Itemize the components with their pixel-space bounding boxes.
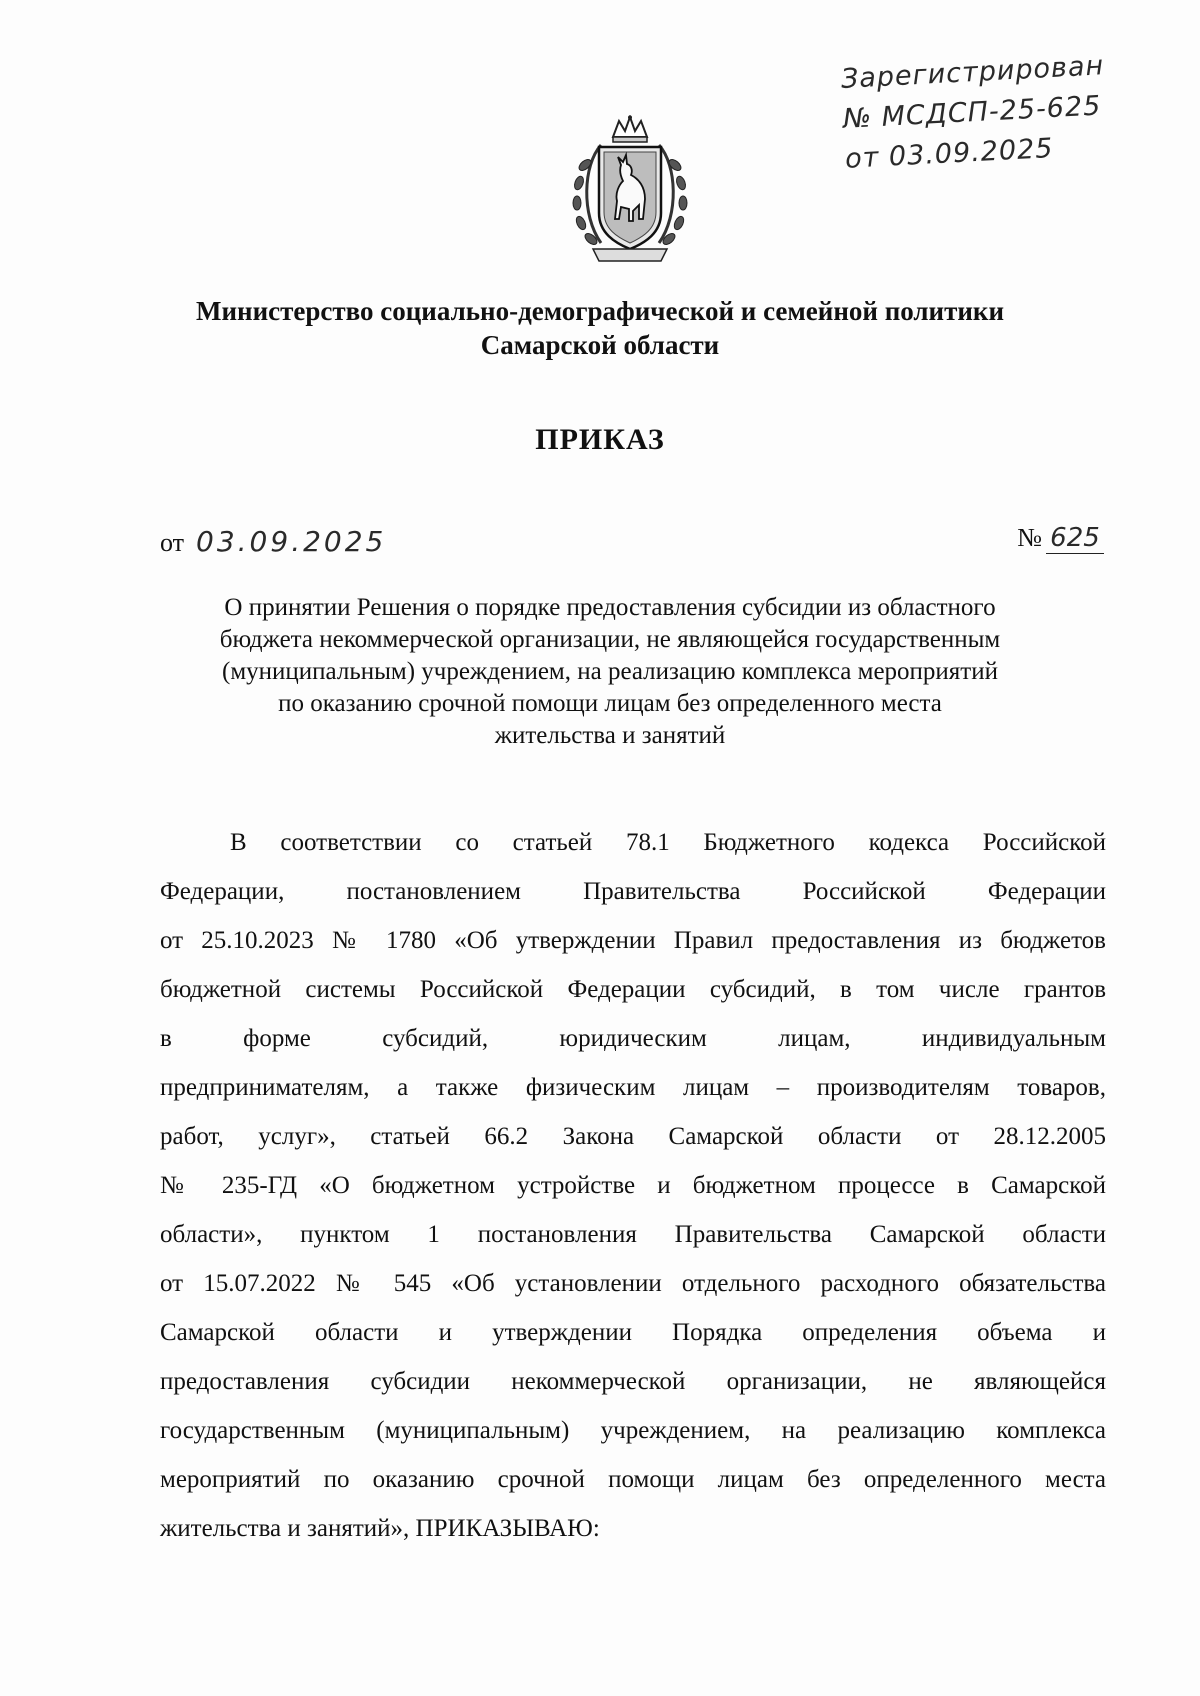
- subject-line: (муниципальным) учреждением, на реализацию комплекса мероприятий: [222, 658, 998, 685]
- order-date: [160, 525, 386, 558]
- body-line: от 15.07.2022 № 545 «Об установлении отдельного расходного обязательства: [160, 1270, 1106, 1297]
- body-line: бюджетной системы Российской Федерации субсидий, в том числе грантов: [160, 976, 1106, 1003]
- body-line: работ, услуг», статьей 66.2 Закона Самарской области от 28.12.2005: [160, 1123, 1106, 1150]
- registration-line: от 03.09.2025: [844, 132, 1055, 175]
- body-line: государственным (муниципальным) учреждением, на реализацию комплекса: [160, 1417, 1106, 1444]
- body-line: мероприятий по оказанию срочной помощи лицам без определенного места: [160, 1466, 1106, 1493]
- order-subject: [160, 592, 1060, 752]
- subject-line: О принятии Решения о порядке предоставления субсидии из областного: [224, 594, 996, 621]
- date-prefix: от: [160, 528, 185, 557]
- order-title: ПРИКАЗ: [535, 423, 665, 456]
- body-line: от 25.10.2023 № 1780 «Об утверждении Правил предоставления из бюджетов: [160, 927, 1106, 954]
- body-line: предоставления субсидии некоммерческой организации, не являющейся: [160, 1368, 1106, 1395]
- subject-line: бюджета некоммерческой организации, не являющейся государственным: [219, 626, 1001, 653]
- order-body-paragraph: [160, 818, 1106, 1553]
- body-line: предпринимателям, а также физическим лицам – производителям товаров,: [160, 1074, 1106, 1101]
- registration-line: № МСДСП-25-625: [842, 90, 1103, 135]
- body-line: В соответствии со статьей 78.1 Бюджетного кодекса Российской: [230, 829, 1106, 856]
- ministry-name: [120, 294, 1080, 362]
- number-value: 625: [1046, 523, 1104, 554]
- body-line: в форме субсидий, юридическим лицам, индивидуальным: [160, 1025, 1106, 1052]
- subject-line: по оказанию срочной помощи лицам без определенного места: [278, 690, 942, 717]
- body-line: Самарской области и утверждении Порядка определения объема и: [160, 1319, 1106, 1346]
- registration-handwritten-note: [840, 44, 1146, 180]
- ministry-name-line: Самарской области: [480, 330, 720, 360]
- body-line: № 235-ГД «О бюджетном устройстве и бюджетном процессе в Самарской: [160, 1172, 1106, 1199]
- subject-line: жительства и занятий: [494, 722, 726, 749]
- order-number: [1017, 523, 1104, 554]
- ministry-name-line: Министерство социально-демографической и семейной политики: [195, 296, 1005, 326]
- body-line: жительства и занятий», ПРИКАЗЫВАЮ:: [160, 1515, 600, 1542]
- registration-line: Зарегистрирован: [840, 50, 1105, 95]
- body-line: области», пунктом 1 постановления Правительства Самарской области: [160, 1221, 1106, 1248]
- body-line: Федерации, постановлением Правительства Российской Федерации: [160, 878, 1106, 905]
- number-prefix: №: [1017, 523, 1042, 552]
- coat-of-arms-icon: [563, 115, 697, 265]
- date-value: 03.09.2025: [196, 525, 387, 558]
